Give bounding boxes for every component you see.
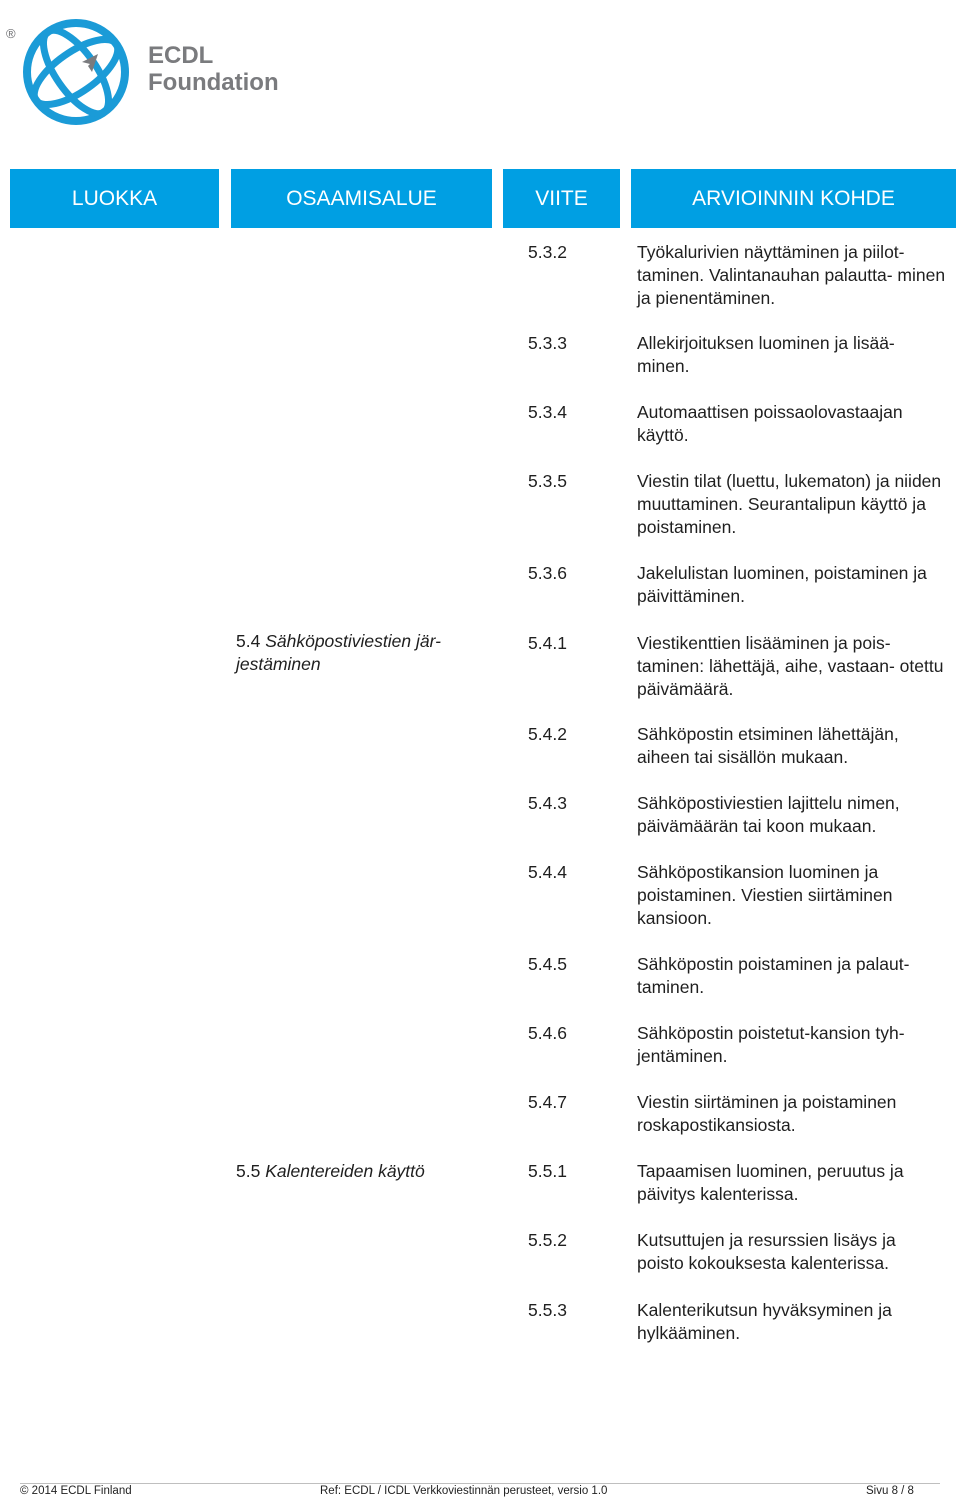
header-luokka: LUOKKA [10, 169, 219, 228]
skill-area-5-5 [236, 1160, 481, 1183]
ref-number: 5.5.1 [528, 1161, 567, 1181]
assessment-text: Sähköpostikansion luominen ja poistaminen. Viestien siirtäminen kansioon. [637, 862, 893, 928]
ref-number: 5.3.5 [528, 471, 567, 491]
logo-line1: ECDL [148, 42, 214, 69]
assessment-text: Kalenterikutsun hyväksyminen ja hylkääminen. [637, 1300, 892, 1343]
assessment-text: Kutsuttujen ja resurssien lisäys ja poisto kokouksesta kalenterissa. [637, 1230, 896, 1273]
assessment-text: Allekirjoituksen luominen ja lisää- minen. [637, 333, 895, 376]
footer-divider [20, 1483, 940, 1484]
assessment-text: Sähköpostin poistaminen ja palaut- taminen. [637, 954, 910, 997]
globe-arrow-icon [20, 16, 132, 128]
ref-number: 5.4.3 [528, 793, 567, 813]
header-osaamisalue: OSAAMISALUE [231, 169, 492, 228]
ref-number: 5.3.2 [528, 242, 567, 262]
ref-number: 5.3.4 [528, 402, 567, 422]
assessment-text: Työkalurivien näyttäminen ja piilot- taminen. Valintanauhan palautta- minen ja pienentäminen. [637, 242, 946, 308]
assessment-text: Viestin siirtäminen ja poistaminen roskapostikansiosta. [637, 1092, 897, 1135]
assessment-text: Sähköpostiviestien lajittelu nimen, päivämäärän tai koon mukaan. [637, 793, 900, 836]
skill-area-5-4 [236, 630, 481, 676]
skill-area-label: Kalentereiden käyttö [265, 1161, 425, 1181]
assessment-text: Jakelulistan luominen, poistaminen ja päivittäminen. [637, 563, 927, 606]
logo-line2: Foundation [148, 69, 279, 96]
assessment-text: Viestikenttien lisääminen ja pois- taminen: lähettäjä, aihe, vastaan- otettu päivämäärä. [637, 633, 944, 699]
page-footer [0, 1483, 960, 1499]
ref-number: 5.4.7 [528, 1092, 567, 1112]
ref-number: 5.3.3 [528, 333, 567, 353]
ref-number: 5.5.2 [528, 1230, 567, 1250]
footer-page-number: Sivu 8 / 8 [866, 1485, 914, 1497]
assessment-text: Sähköpostin etsiminen lähettäjän, aiheen tai sisällön mukaan. [637, 724, 899, 767]
ref-number: 5.4.5 [528, 954, 567, 974]
registered-mark: ® [6, 26, 16, 41]
skill-area-number: 5.4 [236, 631, 261, 651]
ref-number: 5.4.1 [528, 633, 567, 653]
ref-number: 5.5.3 [528, 1300, 567, 1320]
logo-text [148, 42, 279, 96]
ref-number: 5.4.4 [528, 862, 567, 882]
ecdl-logo [6, 8, 306, 123]
header-viite: VIITE [503, 169, 620, 228]
ref-number: 5.3.6 [528, 563, 567, 583]
footer-reference: Ref: ECDL / ICDL Verkkoviestinnän perusteet, versio 1.0 [320, 1485, 608, 1497]
header-arvioinnin-kohde: ARVIOINNIN KOHDE [631, 169, 956, 228]
skill-area-label: Sähköpostiviestien jär- jestäminen [236, 631, 441, 674]
assessment-text: Sähköpostin poistetut-kansion tyh- jentäminen. [637, 1023, 905, 1066]
ref-number: 5.4.2 [528, 724, 567, 744]
assessment-text: Viestin tilat (luettu, lukematon) ja niiden muuttaminen. Seurantalipun käyttö ja poistaminen. [637, 471, 942, 537]
ref-number: 5.4.6 [528, 1023, 567, 1043]
assessment-text: Automaattisen poissaolovastaajan käyttö. [637, 402, 903, 445]
footer-copyright: © 2014 ECDL Finland [20, 1485, 132, 1497]
assessment-text: Tapaamisen luominen, peruutus ja päivitys kalenterissa. [637, 1161, 904, 1204]
skill-area-number: 5.5 [236, 1161, 261, 1181]
